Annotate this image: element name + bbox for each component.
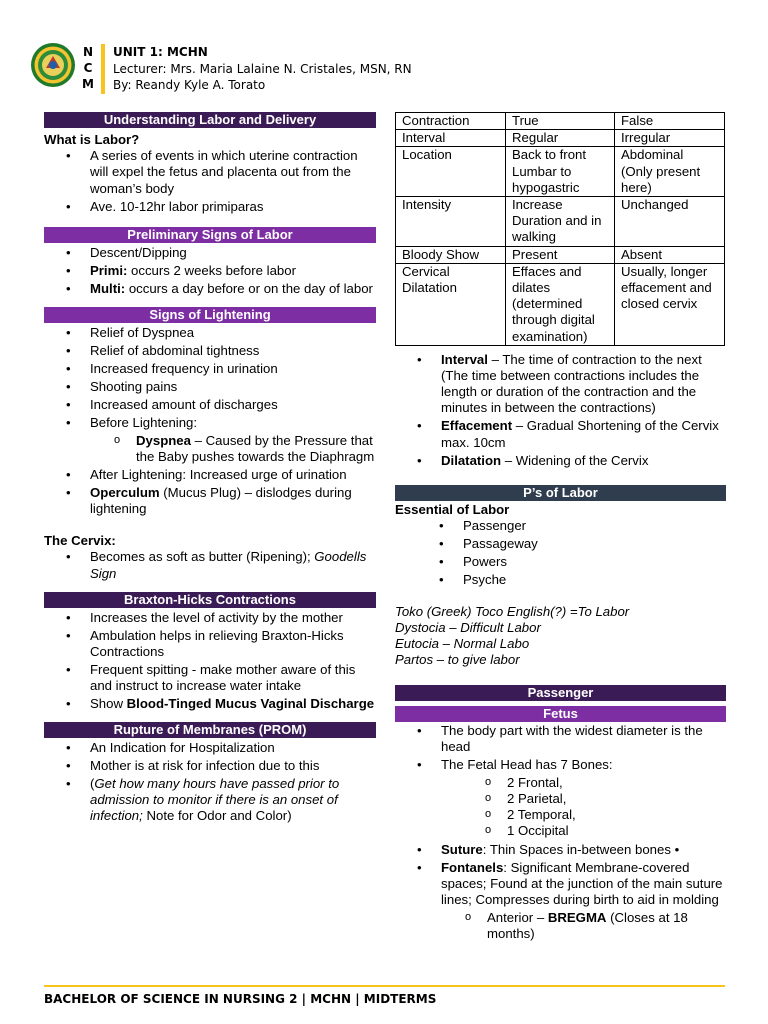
table-cell: Usually, longer effacement and closed cervix [615, 263, 725, 345]
note-line: Toko (Greek) Toco English(?) =To Labor [395, 603, 630, 619]
contraction-table [395, 112, 725, 346]
table-cell: Unchanged [615, 197, 725, 247]
primi-text: occurs 2 weeks before labor [127, 262, 296, 278]
braxton-hicks-list [44, 610, 376, 713]
list-item [44, 263, 376, 279]
dyspnea-text: – Caused by the Pressure that the Baby pushes towards the Diaphragm [136, 432, 375, 464]
effacement-text: – Gradual Shortening of the Cervix max. 10cm [441, 418, 719, 450]
essential-heading: Essential of Labor [395, 501, 510, 517]
table-row [396, 130, 725, 147]
list-item: • The Fetal Head has 7 Bones: [395, 757, 726, 773]
note-line: Dystocia – Difficult Labor [395, 620, 541, 636]
suture-text: : Thin Spaces in-between bones • [482, 841, 680, 857]
what-is-labor-heading: What is Labor? [44, 132, 140, 147]
prom-italic-text: Get how many hours have passed prior to admission to monitor if there is an onset of infection; [90, 776, 340, 824]
table-cell: Increase Duration and in walking [506, 197, 615, 247]
goodells-sign-text: Goodells Sign [90, 549, 367, 581]
ncm-letters [82, 44, 94, 92]
ncm-letter-m: M [82, 77, 94, 91]
list-item [44, 549, 376, 581]
section-band-prom: Rupture of Membranes (PROM) [44, 722, 376, 738]
effacement-label: Effacement [441, 418, 513, 434]
blood-tinged-text: Blood-Tinged Mucus Vaginal Discharge [126, 696, 375, 712]
sub-list-item: o 2 Frontal, [395, 775, 726, 791]
table-cell: Abdominal (Only present here) [615, 147, 725, 197]
bregma-text: BREGMA [547, 910, 607, 926]
section-band-ps-of-labor: P’s of Labor [395, 485, 726, 501]
table-row [396, 263, 725, 345]
multi-text: occurs a day before or on the day of labor [125, 280, 373, 296]
list-item [395, 860, 726, 909]
list-item: • Relief of abdominal tightness [44, 343, 376, 359]
table-cell: True [506, 113, 615, 130]
ncm-letter-n: N [82, 45, 94, 59]
lightening-list [44, 325, 376, 431]
table-cell: Location [396, 147, 506, 197]
table-cell: False [615, 113, 725, 130]
anterior-closes-text: (Closes at 18 months) [487, 910, 688, 942]
ncm-seal-logo [30, 42, 76, 88]
contraction-terms-list [395, 352, 726, 469]
table-cell: Present [506, 246, 615, 263]
section-band-fetus: Fetus [395, 706, 726, 722]
before-lightening-sublist [44, 433, 376, 465]
lecturer-line: Lecturer: Mrs. Maria Lalaine N. Cristales, MSN, RN [113, 61, 412, 76]
ncm-letter-c: C [83, 61, 93, 75]
header-info [113, 44, 412, 94]
list-item: • The body part with the widest diameter is the head [395, 723, 726, 755]
fetus-list-cont [395, 842, 726, 909]
table-header-row [396, 113, 725, 130]
fontanels-sublist [395, 910, 726, 942]
list-item: • Frequent spitting - make mother aware of this and instruct to increase water intake [44, 662, 376, 694]
list-item [395, 352, 726, 417]
list-item: • Ambulation helps in relieving Braxton-Hicks Contractions [44, 628, 376, 660]
list-item: • After Lightening: Increased urge of urination [44, 467, 376, 483]
table-row [396, 197, 725, 247]
dyspnea-label: Dyspnea [136, 432, 191, 448]
note-line: Eutocia – Normal Labo [395, 636, 530, 652]
suture-label: Suture [441, 841, 483, 857]
list-item: • Before Lightening: [44, 415, 376, 431]
footer-divider [44, 985, 725, 987]
list-item [44, 281, 376, 297]
fetal-bones-sublist [395, 775, 726, 840]
show-text: Show [90, 696, 127, 712]
table-cell: Regular [506, 130, 615, 147]
prom-list [44, 740, 376, 825]
list-item: • Increased amount of discharges [44, 397, 376, 413]
sub-list-item: o 2 Parietal, [395, 791, 726, 807]
essential-list [395, 518, 726, 588]
section-band-passenger: Passenger [395, 685, 726, 701]
list-item: • Increases the level of activity by the mother [44, 610, 376, 626]
section-band-lightening: Signs of Lightening [44, 307, 376, 323]
operculum-label: Operculum [90, 485, 160, 501]
list-item [44, 485, 376, 517]
table-cell: Cervical Dilatation [396, 263, 506, 345]
list-item: • Passenger [395, 518, 726, 534]
cervix-text: Becomes as soft as butter (Ripening); [90, 549, 315, 565]
operculum-text: (Mucus Plug) – dislodges during lightening [90, 485, 352, 517]
section-band-preliminary-signs: Preliminary Signs of Labor [44, 227, 376, 243]
sub-list-item: o 2 Temporal, [395, 807, 726, 823]
right-column [395, 112, 726, 943]
dilatation-text: – Widening of the Cervix [501, 452, 649, 468]
list-item: • Relief of Dyspnea [44, 325, 376, 341]
list-item: • Ave. 10-12hr labor primiparas [44, 199, 376, 215]
fontanels-text: : Significant Membrane-covered spaces; Found at the junction of the main suture lines; Compresses during birth to aid in molding [441, 859, 723, 908]
preliminary-list [44, 245, 376, 297]
dilatation-label: Dilatation [441, 452, 502, 468]
footer-text: BACHELOR OF SCIENCE IN NURSING 2 | MCHN | MIDTERMS [44, 992, 437, 1006]
list-item: • A series of events in which uterine contraction will expel the fetus and placenta out from the woman’s body [44, 148, 376, 197]
left-column [44, 112, 376, 826]
table-row [396, 147, 725, 197]
list-item [395, 453, 726, 469]
list-item [44, 696, 376, 712]
labor-list [44, 148, 376, 215]
list-item: • An Indication for Hospitalization [44, 740, 376, 756]
list-item [44, 776, 376, 825]
list-item: • Descent/Dipping [44, 245, 376, 261]
table-row [396, 246, 725, 263]
section-band-braxton-hicks: Braxton-Hicks Contractions [44, 592, 376, 608]
table-cell: Irregular [615, 130, 725, 147]
interval-label: Interval [441, 351, 488, 367]
list-item [395, 842, 726, 858]
table-cell: Intensity [396, 197, 506, 247]
sub-list-item [44, 433, 376, 465]
sub-list-item [395, 910, 726, 942]
prom-open-paren: ( [90, 776, 95, 792]
section-band-labor-delivery: Understanding Labor and Delivery [44, 112, 376, 128]
lightening-list-cont [44, 467, 376, 517]
fontanels-label: Fontanels [441, 859, 504, 875]
sub-list-item: o 1 Occipital [395, 823, 726, 839]
table-cell: Absent [615, 246, 725, 263]
note-line: Partos – to give labor [395, 652, 520, 668]
list-item: • Passageway [395, 536, 726, 552]
multi-label: Multi: [90, 280, 126, 296]
table-cell: Bloody Show [396, 246, 506, 263]
table-cell: Contraction [396, 113, 506, 130]
fetus-list [395, 723, 726, 773]
list-item: • Increased frequency in urination [44, 361, 376, 377]
interval-text: – The time of contraction to the next (The time between contractions includes the length or duration of the contraction and the minutes in between the contractions) [441, 351, 702, 416]
primi-label: Primi: [90, 262, 128, 278]
anterior-text: Anterior – [487, 910, 548, 926]
unit-title: UNIT 1: MCHN [113, 45, 208, 59]
table-cell: Effaces and dilates (determined through digital examination) [506, 263, 615, 345]
header-divider [101, 44, 105, 94]
list-item: • Powers [395, 554, 726, 570]
list-item [395, 418, 726, 450]
list-item: • Psyche [395, 572, 726, 588]
table-cell: Interval [396, 130, 506, 147]
prom-note-text: Note for Odor and Color) [142, 808, 292, 824]
author-line: By: Reandy Kyle A. Torato [113, 78, 266, 92]
cervix-heading: The Cervix: [44, 533, 116, 549]
list-item: • Mother is at risk for infection due to this [44, 758, 376, 774]
terminology-notes [395, 604, 726, 669]
list-item: • Shooting pains [44, 379, 376, 395]
table-cell: Back to front Lumbar to hypogastric [506, 147, 615, 197]
cervix-list [44, 549, 376, 581]
